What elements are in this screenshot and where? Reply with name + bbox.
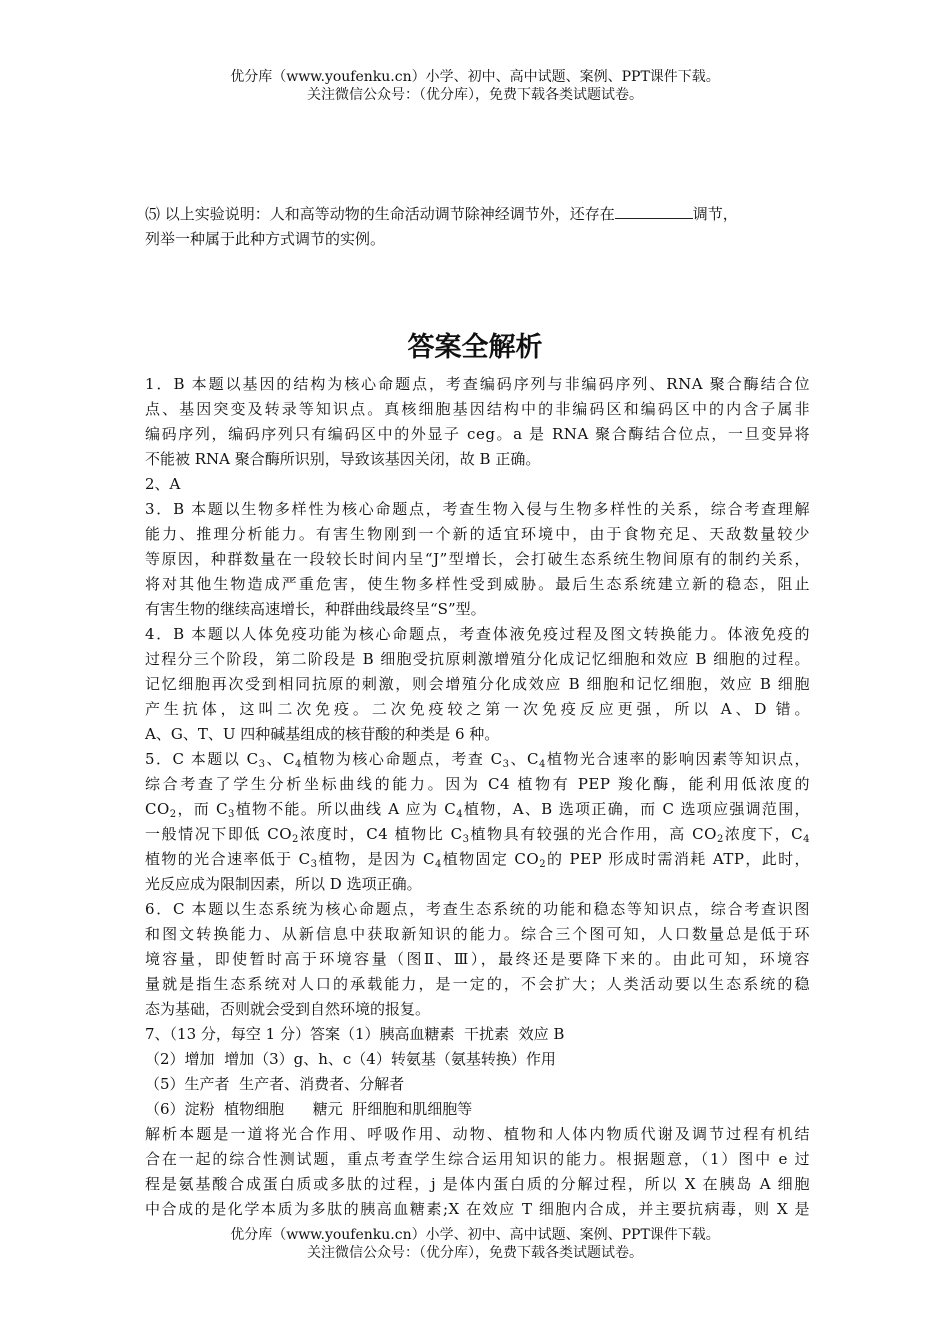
question-5 <box>145 202 810 252</box>
question-5-line-2: 列举一种属于此种方式调节的实例。 <box>145 230 386 248</box>
answer-4-line: 4．B 本题以人体免疫功能为核心命题点，考查体液免疫过程及图文转换能力。体液免疫的 <box>145 625 810 643</box>
footer-line-2: 关注微信公众号：（优分库），免费下载各类试题试卷。 <box>307 1245 643 1261</box>
answer-7-explanation-line: 程是氨基酸合成蛋白质或多肽的过程，j 是体内蛋白质的分解过程，所以 X 在胰岛 A 细胞 <box>145 1175 810 1193</box>
answer-6-line: 境容量，即使暂时高于环境容量（图Ⅱ、Ⅲ），最终还是要降下来的。由此可知，环境容 <box>145 950 810 968</box>
header-line-1: 优分库（www.youfenku.cn）小学、初中、高中试题、案例、PPT课件下载。 <box>230 69 720 85</box>
answer-6-line: 6．C 本题以生态系统为核心命题点，考查生态系统的功能和稳态等知识点，综合考查识图 <box>145 900 810 918</box>
answer-6-line: 量就是指生态系统对人口的承载能力，是一定的，不会扩大；人类活动要以生态系统的稳 <box>145 975 810 993</box>
answer-1-line: 1．B 本题以基因的结构为核心命题点，考查编码序列与非编码序列、RNA 聚合酶结合位 <box>145 375 810 393</box>
answer-7-explanation-line: 解析本题是一道将光合作用、呼吸作用、动物、植物和人体内物质代谢及调节过程有机结 <box>145 1125 810 1143</box>
answer-4-line: A、G、T、U 四种碱基组成的核苷酸的种类是 6 种。 <box>145 725 500 743</box>
answer-7-explanation-line: 中合成的是化学本质为多肽的胰高血糖素;X 在效应 T 细胞内合成，并主要抗病毒，则 X 是 <box>145 1200 810 1218</box>
answer-7-line: （5）生产者 生产者、消费者、分解者 <box>145 1075 405 1093</box>
answer-5-line: 综合考查了学生分析坐标曲线的能力。因为 C4 植物有 PEP 羧化酶，能利用低浓度的 <box>145 775 810 793</box>
answer-5-line: 5．C 本题以 $C_3$、$C_4$植物为核心命题点，考查 $C_3$、$C_4$植物光合速率的影响因素等知识点， <box>145 750 810 770</box>
header-line-2: 关注微信公众号：（优分库），免费下载各类试题试卷。 <box>307 87 643 103</box>
answer-6-line: 和图文转换能力、从新信息中获取新知识的能力。综合三个图可知，人口数量总是低于环 <box>145 925 810 943</box>
page-footer <box>0 1226 950 1262</box>
answer-5-line: 植物的光合速率低于 $C_3$植物，是因为 $C_4$植物固定 $CO_2$的 PEP 形成时需消耗 ATP，此时， <box>145 850 811 870</box>
answer-6-line: 态为基础，否则就会受到自然环境的报复。 <box>145 1000 431 1018</box>
answer-7-line: （2）增加 增加（3）g、h、c（4）转氨基（氨基转换）作用 <box>145 1050 556 1068</box>
answer-4-line: 记忆细胞再次受到相同抗原的刺激，则会增殖分化成效应 B 细胞和记忆细胞，效应 B 细胞 <box>145 675 810 693</box>
answer-3-line: 能力、推理分析能力。有害生物刚到一个新的适宜环境中，由于食物充足、天敌数量较少 <box>145 525 810 543</box>
answer-5-line: 光反应成为限制因素，所以 D 选项正确。 <box>145 875 422 893</box>
answer-7-line: 7、（13 分，每空 1 分）答案（1）胰高血糖素 干扰素 效应 B <box>145 1025 565 1043</box>
answer-3-line: 将对其他生物造成严重危害，使生物多样性受到威胁。最后生态系统建立新的稳态，阻止 <box>145 575 810 593</box>
answer-7-explanation-line: 合在一起的综合性测试题，重点考查学生综合运用知识的能力。根据题意，（1）图中 e 过 <box>145 1150 810 1168</box>
answer-4-line: 产生抗体，这叫二次免疫。二次免疫较之第一次免疫反应更强，所以 A、D 错。 <box>145 700 810 718</box>
answer-2: 2、A <box>145 475 181 493</box>
answer-4-line: 过程分三个阶段，第二阶段是 B 细胞受抗原刺激增殖分化成记忆细胞和效应 B 细胞的过程。 <box>145 650 810 668</box>
answer-1-line: 不能被 RNA 聚合酶所识别，导致该基因关闭，故 B 正确。 <box>145 450 541 468</box>
answer-blank <box>615 202 693 219</box>
answer-7-line: （6）淀粉 植物细胞 糖元 肝细胞和肌细胞等 <box>145 1100 473 1118</box>
answer-3-line: 有害生物的继续高速增长，种群曲线最终呈“S”型。 <box>145 600 486 618</box>
answer-5-line: 一般情况下即低 $CO_2$浓度时，C4 植物比 $C_3$植物具有较强的光合作用，高 $CO_2$浓度下，$C_4$ <box>145 825 810 845</box>
answer-explanations <box>145 372 810 1222</box>
answer-3-line: 等原因，种群数量在一段较长时间内呈“J”型增长，会打破生态系统生物间原有的制约关系， <box>145 550 810 568</box>
answer-5-line: $CO_2$，而 $C_3$植物不能。所以曲线 A 应为 $C_4$植物，A、B 选项正确，而 C 选项应强调范围， <box>145 800 810 820</box>
answer-section-title: 答案全解析 <box>407 332 543 363</box>
answer-1-line: 编码序列，编码序列只有编码区中的外显子 ceg。a 是 RNA 聚合酶结合位点，一旦变异将 <box>145 425 810 443</box>
answer-1-line: 点、基因突变及转录等知识点。真核细胞基因结构中的非编码区和编码区中的内含子属非 <box>145 400 810 418</box>
page-header <box>0 68 950 104</box>
footer-line-1: 优分库（www.youfenku.cn）小学、初中、高中试题、案例、PPT课件下载。 <box>230 1227 720 1243</box>
answer-3-line: 3．B 本题以生物多样性为核心命题点，考查生物入侵与生物多样性的关系，综合考查理解 <box>145 500 810 518</box>
question-5-line-1: ⑸ 以上实验说明：人和高等动物的生命活动调节除神经调节外，还存在 调节， <box>145 202 810 227</box>
